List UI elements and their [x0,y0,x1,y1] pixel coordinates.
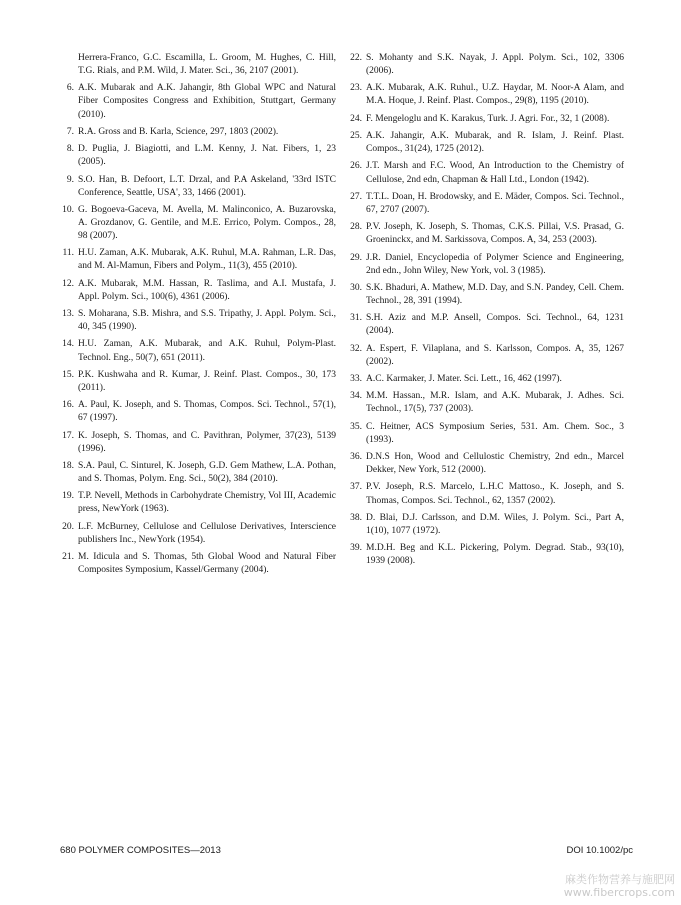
watermark [564,873,675,899]
reference-text: S. Moharana, S.B. Mishra, and S.S. Tripathy, J. Appl. Polym. Sci., 40, 345 (1990). [78,309,336,333]
reference-number: 29. [350,252,362,263]
reference-item [348,113,624,126]
reference-item [348,160,624,186]
reference-text: R.A. Gross and B. Karla, Science, 297, 1803 (2002). [78,126,279,137]
reference-number: 6. [66,83,74,94]
reference-text: P.K. Kushwaha and R. Kumar, J. Reinf. Plast. Compos., 30, 173 (2011). [78,369,336,393]
reference-item [60,551,336,577]
reference-number: 31. [350,313,362,324]
references-left-column [60,52,336,581]
reference-number: 21. [62,552,74,563]
reference-number: 27. [350,191,362,202]
reference-item [60,52,336,78]
reference-text: A.K. Mubarak, M.M. Hassan, R. Taslima, and A.I. Mustafa, J. Appl. Polym. Sci., 100(6), 4361 (2006). [78,278,336,302]
reference-text: L.F. McBurney, Cellulose and Cellulose Derivatives, Interscience publishers Inc., NewYork (1954). [78,521,336,545]
reference-number: 23. [350,83,362,94]
reference-text: T.P. Nevell, Methods in Carbohydrate Chemistry, Vol III, Academic press, NewYork (1963). [78,491,336,515]
reference-number: 25. [350,131,362,142]
reference-number: 34. [350,391,362,402]
reference-number: 39. [350,543,362,554]
reference-item [60,278,336,304]
reference-item [60,308,336,334]
reference-item [348,451,624,477]
reference-item [348,82,624,108]
reference-text: S.O. Han, B. Defoort, L.T. Drzal, and P.A Askeland, '33rd ISTC Conference, Seattle, USA', 33, 1466 (2001). [78,174,336,198]
reference-text: A.K. Jahangir, A.K. Mubarak, and R. Islam, J. Reinf. Plast. Compos., 31(24), 1725 (2012). [366,131,624,155]
reference-item [348,390,624,416]
reference-number: 35. [350,421,362,432]
reference-text: A.K. Mubarak, A.K. Ruhul., U.Z. Haydar, M. Noor-A Alam, and M.A. Hoque, J. Reinf. Plast. Compos., 29(8), 1195 (2010). [366,83,624,107]
reference-item [348,52,624,78]
reference-item [60,143,336,169]
reference-number: 10. [62,204,74,215]
reference-item [60,521,336,547]
reference-text: J.R. Daniel, Encyclopedia of Polymer Science and Engineering, 2nd edn., John Wiley, New York, vol. 3 (1985). [366,252,624,276]
reference-text: T.T.L. Doan, H. Brodowsky, and E. Mäder, Compos. Sci. Technol., 67, 2707 (2007). [366,191,624,215]
reference-text: J.T. Marsh and F.C. Wood, An Introduction to the Chemistry of Cellulose, 2nd edn, Chapman & Hall Ltd., London (1942). [366,161,624,185]
reference-item [348,282,624,308]
reference-number: 38. [350,512,362,523]
reference-text: D. Blai, D.J. Carlsson, and D.M. Wiles, J. Polym. Sci., Part A, 1(10), 1077 (1972). [366,512,624,536]
reference-text: M. Idicula and S. Thomas, 5th Global Wood and Natural Fiber Composites Symposium, Kassel/Germany (2004). [78,552,336,576]
reference-text: H.U. Zaman, A.K. Mubarak, and A.K. Ruhul, Polym-Plast. Technol. Eng., 50(7), 651 (2011). [78,339,336,363]
reference-item [348,191,624,217]
reference-number: 14. [62,339,74,350]
reference-item [348,421,624,447]
reference-item [60,430,336,456]
reference-item [60,338,336,364]
reference-number: 8. [66,144,74,155]
reference-text: K. Joseph, S. Thomas, and C. Pavithran, Polymer, 37(23), 5139 (1996). [78,430,336,454]
reference-text: M.M. Hassan., M.R. Islam, and A.K. Mubarak, J. Adhes. Sci. Technol., 17(5), 737 (2003). [366,391,624,415]
reference-item [348,542,624,568]
reference-text: H.U. Zaman, A.K. Mubarak, A.K. Ruhul, M.A. Rahman, L.R. Das, and M. Al-Mamun, Fibers and Polym., 11(3), 455 (2010). [78,248,336,272]
reference-item [348,373,624,386]
reference-text: F. Mengeloglu and K. Karakus, Turk. J. Agri. For., 32, 1 (2008). [366,113,610,124]
reference-text: G. Bogoeva-Gaceva, M. Avella, M. Malinconico, A. Buzarovska, A. Grozdanov, G. Gentile, and M.E. Errico, Polym. Compos., 28, 98 (2007). [78,204,336,242]
reference-text: A. Paul, K. Joseph, and S. Thomas, Compos. Sci. Technol., 57(1), 67 (1997). [78,400,336,424]
reference-item [348,130,624,156]
reference-number: 36. [350,452,362,463]
reference-number: 22. [350,53,362,63]
reference-item [60,247,336,273]
reference-text: Herrera-Franco, G.C. Escamilla, L. Groom, M. Hughes, C. Hill, T.G. Rials, and P.M. Wild, J. Mater. Sci., 36, 2107 (2001). [78,53,336,77]
reference-text: S.H. Aziz and M.P. Ansell, Compos. Sci. Technol., 64, 1231 (2004). [366,313,624,337]
reference-item [60,399,336,425]
reference-item [60,82,336,121]
reference-text: M.D.H. Beg and K.L. Pickering, Polym. Degrad. Stab., 93(10), 1939 (2008). [366,543,624,567]
reference-text: P.V. Joseph, R.S. Marcelo, L.H.C Mattoso., K. Joseph, and S. Thomas, Compos. Sci. Technol., 62, 1357 (2002). [366,482,624,506]
reference-number: 13. [62,309,74,320]
reference-item [60,204,336,243]
reference-number: 28. [350,222,362,233]
reference-text: A.C. Karmaker, J. Mater. Sci. Lett., 16, 462 (1997). [366,374,562,385]
reference-item [60,460,336,486]
reference-number: 11. [62,248,74,259]
reference-text: A. Espert, F. Vilaplana, and S. Karlsson, Compos. A, 35, 1267 (2002). [366,343,624,367]
reference-text: S. Mohanty and S.K. Nayak, J. Appl. Polym. Sci., 102, 3306 (2006). [366,53,624,77]
references-right-column [348,52,624,573]
reference-number: 19. [62,491,74,502]
reference-item [60,126,336,139]
reference-item [348,343,624,369]
reference-number: 32. [350,343,362,354]
reference-text: C. Heitner, ACS Symposium Series, 531. Am. Chem. Soc., 3 (1993). [366,421,624,445]
reference-number: 20. [62,521,74,532]
watermark-url: www.fibercrops.com [563,886,675,899]
reference-number: 9. [66,174,74,185]
reference-number: 18. [62,460,74,471]
reference-number: 12. [62,278,74,289]
footer-journal-page: 680 POLYMER COMPOSITES—2013 [60,845,221,856]
reference-number: 37. [350,482,362,493]
reference-text: D. Puglia, J. Biagiotti, and L.M. Kenny, J. Nat. Fibers, 1, 23 (2005). [78,144,336,168]
reference-item [60,174,336,200]
watermark-site-name: 麻类作物营养与施肥网 [565,873,675,886]
reference-item [348,221,624,247]
reference-number: 16. [62,400,74,411]
reference-text: A.K. Mubarak and A.K. Jahangir, 8th Global WPC and Natural Fiber Composites Congress and Exhibition, Stuttgart, Germany (2010). [78,83,336,120]
reference-item [60,369,336,395]
reference-item [348,481,624,507]
reference-number: 17. [62,430,74,441]
reference-number: 30. [350,282,362,293]
reference-number: 33. [350,374,362,385]
reference-text: S.A. Paul, C. Sinturel, K. Joseph, G.D. Gem Mathew, L.A. Pothan, and S. Thomas, Polym. Eng. Sci., 50(2), 384 (2010). [78,460,336,485]
reference-number: 15. [62,369,74,380]
reference-item [348,252,624,278]
footer-doi: DOI 10.1002/pc [566,845,633,856]
reference-item [348,512,624,538]
reference-number: 7. [66,126,74,137]
reference-item [60,490,336,516]
reference-number: 24. [350,113,362,124]
reference-item [348,312,624,338]
reference-text: D.N.S Hon, Wood and Cellulostic Chemistry, 2nd edn., Marcel Dekker, New York, 512 (2000). [366,452,624,476]
reference-text: S.K. Bhaduri, A. Mathew, M.D. Day, and S.N. Pandey, Cell. Chem. Technol., 28, 391 (1994). [366,282,624,306]
reference-text: P.V. Joseph, K. Joseph, S. Thomas, C.K.S. Pillai, V.S. Prasad, G. Groeninckx, and M. Sarkissova, Compos. A, 34, 253 (2003). [366,222,624,246]
reference-number: 26. [350,161,362,172]
